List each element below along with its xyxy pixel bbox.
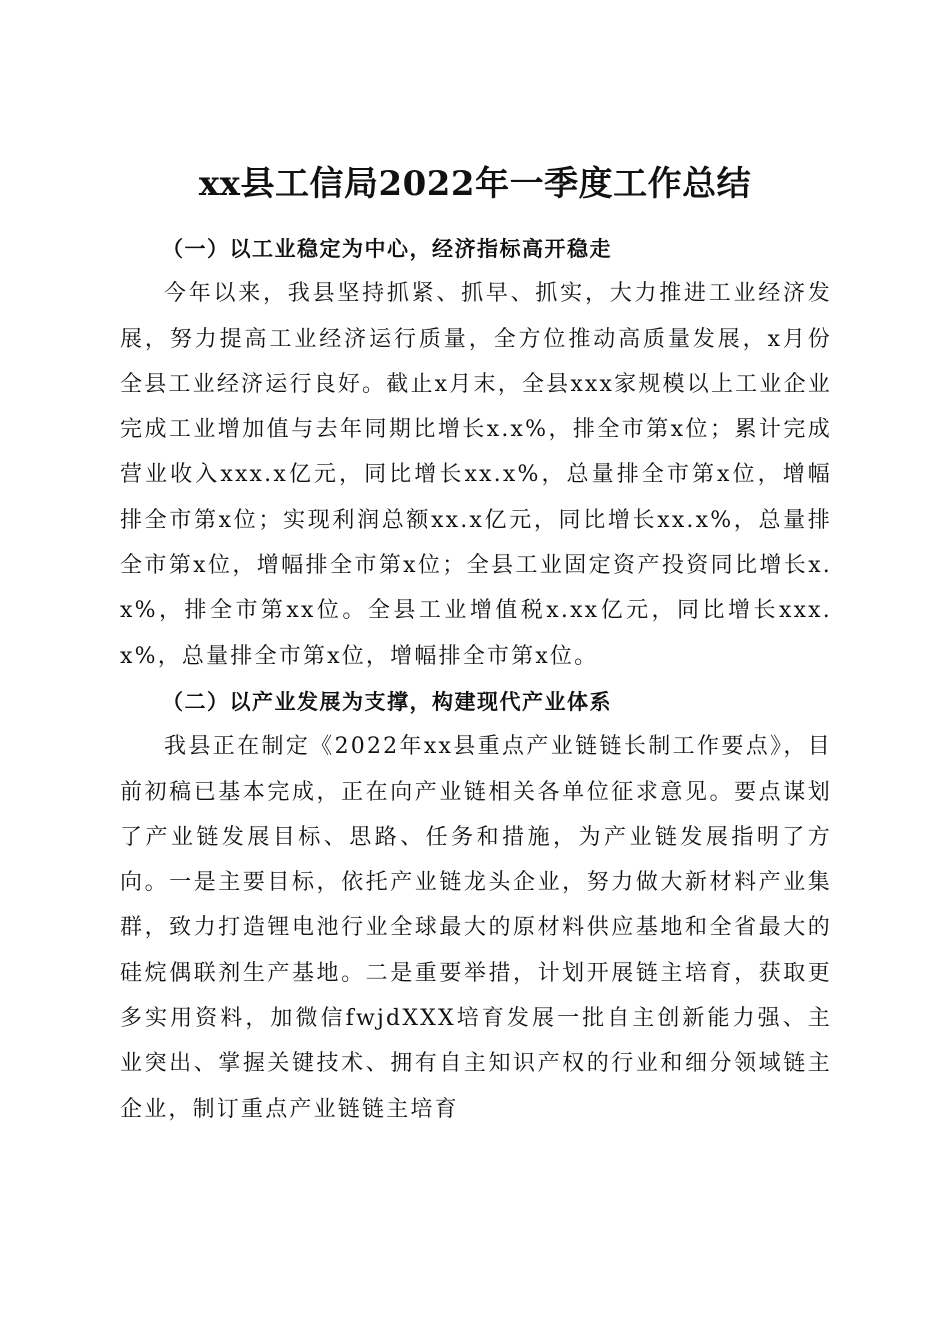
section-2 — [120, 679, 832, 1132]
section-heading: （二）以产业发展为支撑，构建现代产业体系 — [162, 688, 612, 714]
document-title: xx县工信局2022年一季度工作总结 — [198, 163, 752, 204]
section-paragraph: 我县正在制定《2022年xx县重点产业链链长制工作要点》，目前初稿已基本完成，正在向产业链相关各单位征求意见。要点谋划了产业链发展目标、思路、任务和措施，为产业链发展指明了方向。一是主要目标，依托产业链龙头企业，努力做大新材料产业集群，致力打造锂电池行业全球最大的原材料供应基地和全省最大的硅烷偶联剂生产基地。二是重要举措，计划开展链主培育，获取更多实用资料，加微信fwjdXXX培育发展一批自主创新能力强、主业突出、掌握关键技术、拥有自主知识产权的行业和细分领域链主企业，制订重点产业链链主培育 — [120, 734, 832, 1122]
section-heading: （一）以工业稳定为中心，经济指标高开稳走 — [162, 236, 612, 261]
document-body — [120, 226, 832, 1132]
section-1 — [120, 226, 832, 679]
section-paragraph: 今年以来，我县坚持抓紧、抓早、抓实，大力推进工业经济发展，努力提高工业经济运行质量，全方位推动高质量发展，x月份全县工业经济运行良好。截止x月末，全县xxx家规模以上工业企业完成工业增加值与去年同期比增长x.x%，排全市第x位；累计完成营业收入xxx.x亿元，同比增长xx.x%，总量排全市第x位，增幅排全市第x位；实现利润总额xx.x亿元，同比增长xx.x%，总量排全市第x位，增幅排全市第x位；全县工业固定资产投资同比增长x.x%，排全市第xx位。全县工业增值税x.xx亿元，同比增长xxx.x%，总量排全市第x位，增幅排全市第x位。 — [120, 281, 832, 669]
